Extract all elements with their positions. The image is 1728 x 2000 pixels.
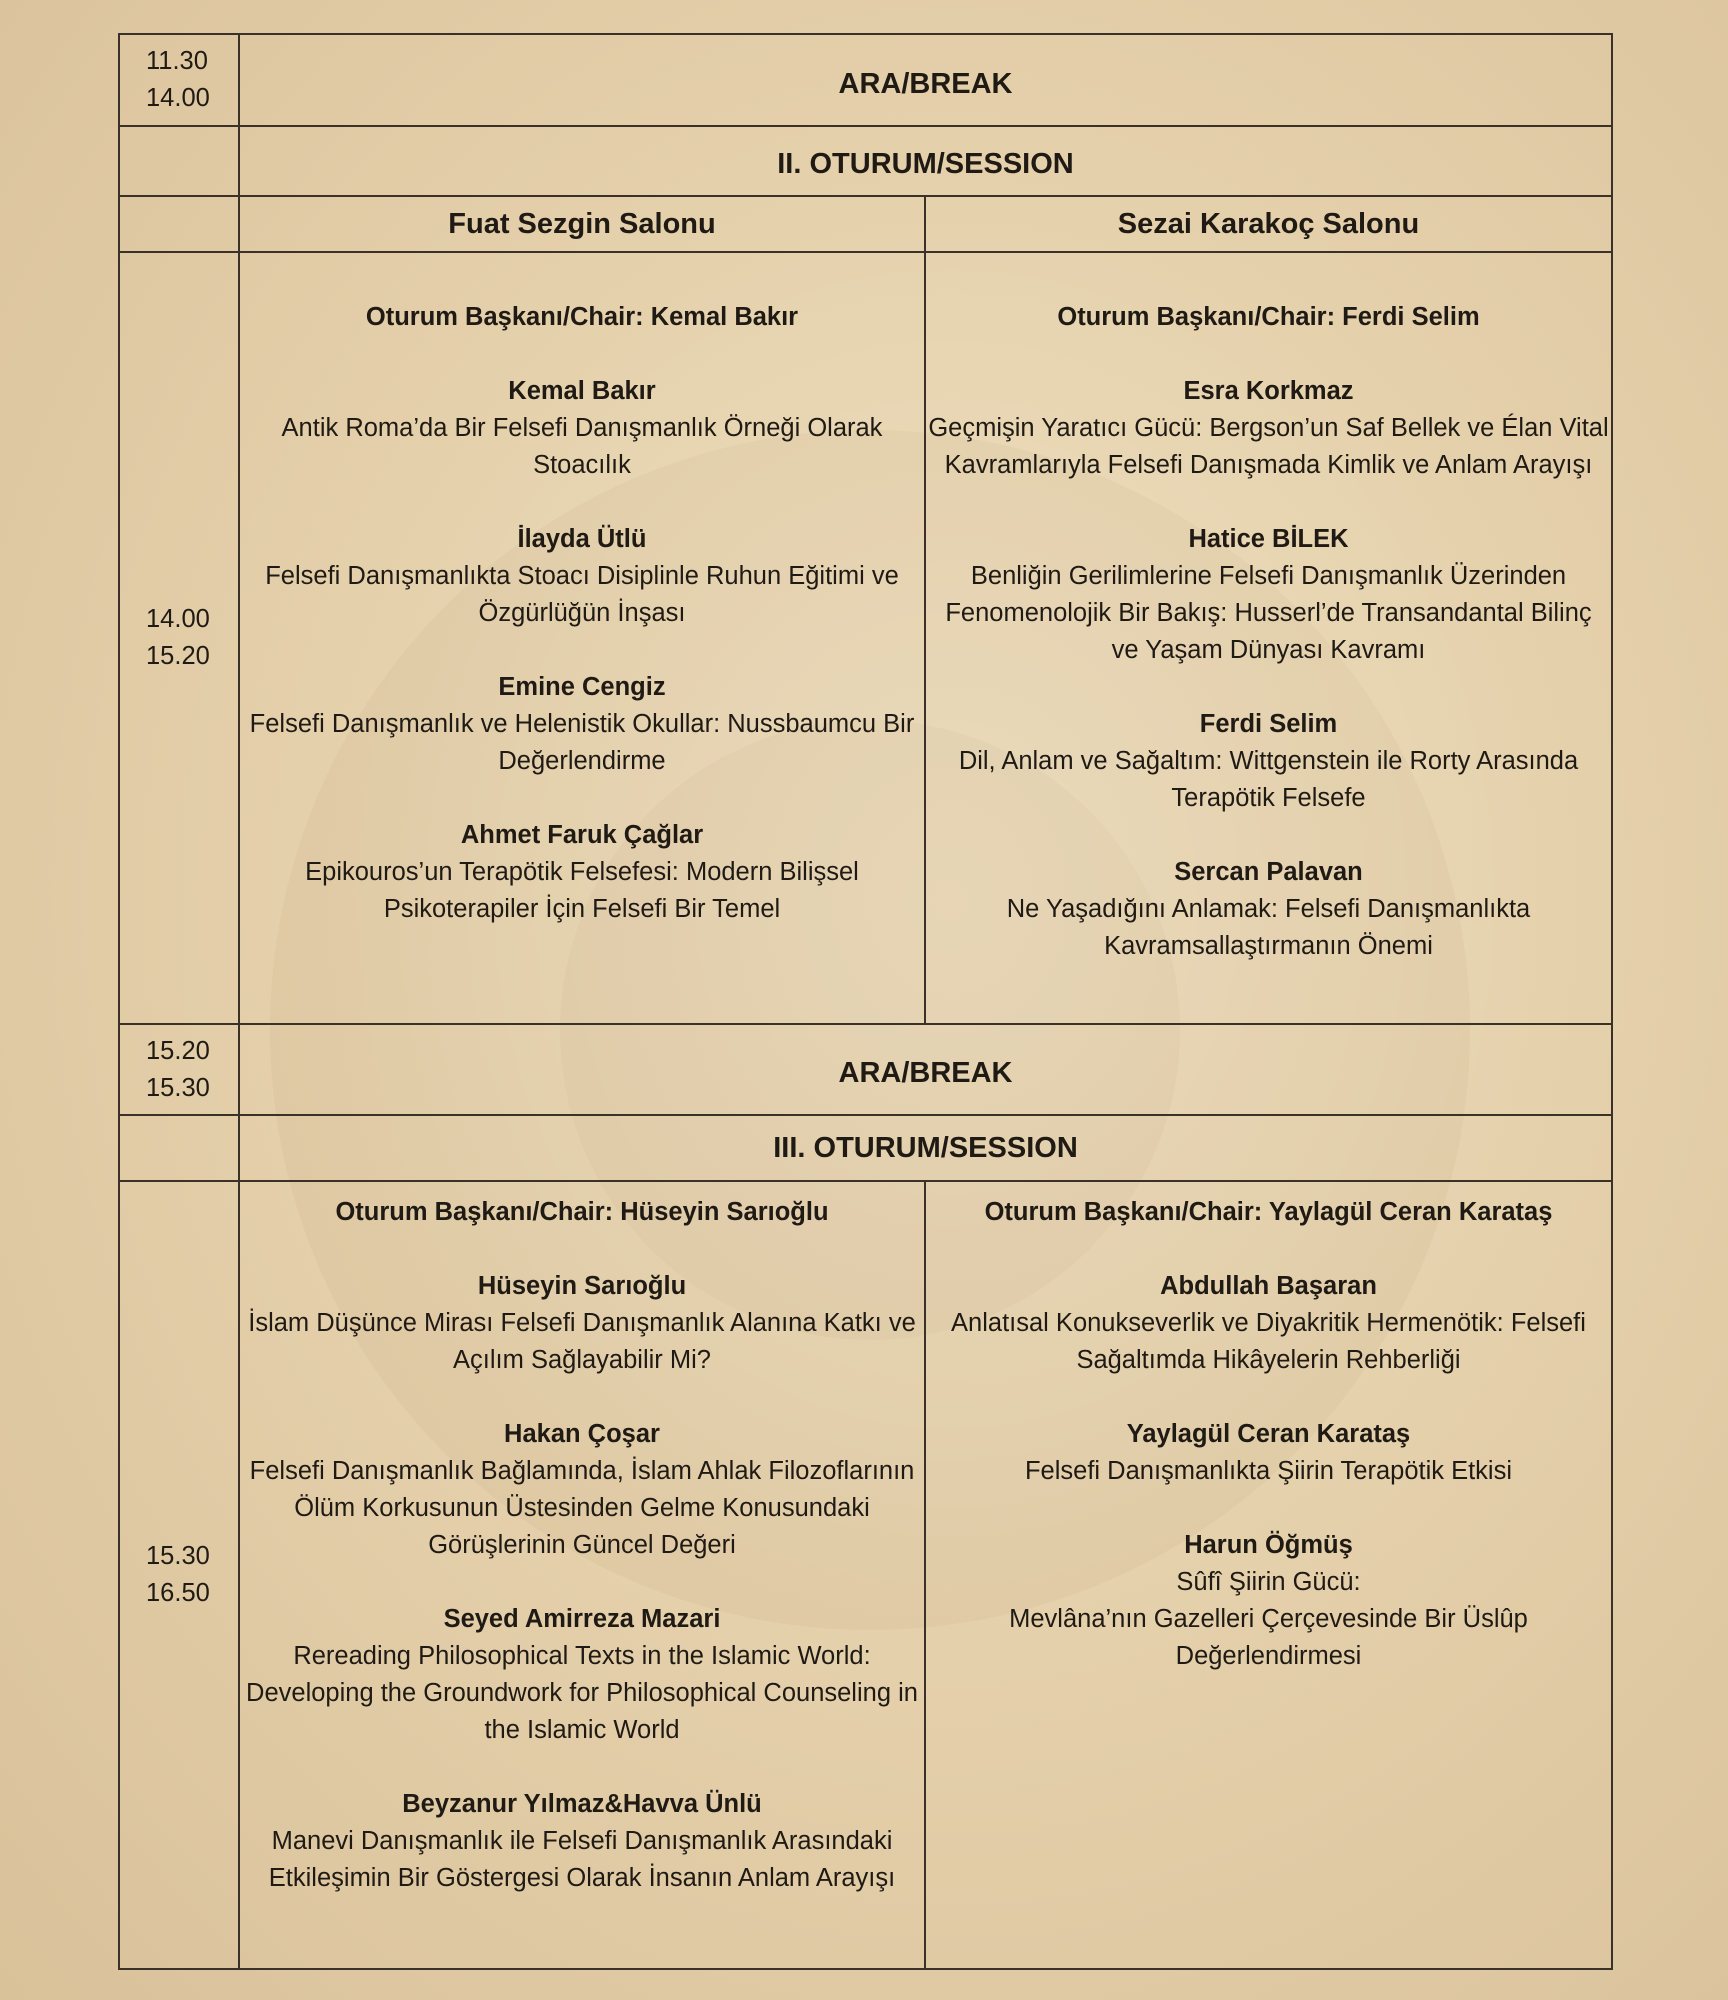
time-start: 11.30: [146, 47, 208, 75]
presentation-title-line: ve Yaşam Dünyası Kavramı: [1111, 636, 1426, 664]
presentation-title-line: Felsefi Danışmanlıkta Şiirin Terapötik Etkisi: [1024, 1457, 1513, 1485]
presentation-title-line: Ne Yaşadığını Anlamak: Felsefi Danışmanlıkta: [1006, 895, 1531, 923]
time-end: 16.50: [146, 1579, 210, 1607]
chair-label: Oturum Başkanı/Chair: Kemal Bakır: [365, 303, 799, 331]
presentation-title-line: Sağaltımda Hikâyelerin Rehberliği: [1076, 1346, 1461, 1374]
presentation-title-line: Stoacılık: [533, 451, 631, 479]
presentation-title-line: İslam Düşünce Mirası Felsefi Danışmanlık Alanına Katkı ve: [248, 1309, 916, 1337]
time-start: 14.00: [146, 605, 210, 633]
break-row-2: [119, 1024, 1612, 1115]
presentation-title-line: Developing the Groundwork for Philosophical Counseling in: [246, 1679, 918, 1707]
program-table: [118, 33, 1613, 1970]
presentation: [926, 854, 1611, 965]
presentation-title-line: Antik Roma’da Bir Felsefi Danışmanlık Örneği Olarak: [281, 414, 883, 442]
session-2-title-row: [119, 126, 1612, 196]
presentation-title-line: Anlatısal Konukseverlik ve Diyakritik Hermenötik: Felsefi: [951, 1309, 1586, 1337]
presentation: [240, 373, 924, 484]
time-cell: [119, 252, 239, 1024]
presentation-title-line: Mevlâna’nın Gazelleri Çerçevesinde Bir Üslûp: [1009, 1605, 1528, 1633]
presentation-title-line: Etkileşimin Bir Göstergesi Olarak İnsanın Anlam Arayışı: [268, 1864, 896, 1892]
presentation-title-line: Felsefi Danışmanlık ve Helenistik Okullar: Nussbaumcu Bir: [249, 710, 915, 738]
presentation-title-line: Benliğin Gerilimlerine Felsefi Danışmanlık Üzerinden: [970, 562, 1567, 590]
presenter-name: Emine Cengiz: [498, 673, 666, 701]
presentation-title-line: Fenomenolojik Bir Bakış: Husserl’de Transandantal Bilinç: [945, 599, 1592, 627]
presentation-title-line: Epikouros’un Terapötik Felsefesi: Modern Bilişsel: [305, 858, 859, 886]
chair-label: Oturum Başkanı/Chair: Ferdi Selim: [1057, 303, 1480, 331]
time-cell: [119, 34, 239, 126]
break-label: ARA/BREAK: [239, 34, 1612, 126]
presenter-name: Kemal Bakır: [508, 377, 656, 405]
presentation: [240, 521, 924, 632]
presenter-name: Esra Korkmaz: [1183, 377, 1354, 405]
time-start: 15.20: [146, 1036, 210, 1065]
presentation-title-line: Dil, Anlam ve Sağaltım: Wittgenstein ile Rorty Arasında: [958, 747, 1579, 775]
presentation-title-line: Özgürlüğün İnşası: [478, 599, 686, 627]
presentation: [926, 1268, 1611, 1379]
presenter-name: Ahmet Faruk Çağlar: [460, 821, 704, 849]
session-3-left-column: [239, 1181, 925, 1969]
presentation-title-line: Değerlendirmesi: [1175, 1642, 1362, 1670]
empty-time-cell: [119, 1115, 239, 1181]
session-2-right-column: [925, 252, 1612, 1024]
session-3-title-row: [119, 1115, 1612, 1181]
presentation: [240, 817, 924, 928]
presentation: [926, 1416, 1611, 1490]
presentation-title-line: Rereading Philosophical Texts in the Islamic World:: [293, 1642, 871, 1670]
presenter-name: Yaylagül Ceran Karataş: [1126, 1420, 1411, 1448]
break-row-1: [119, 34, 1612, 126]
presenter-name: Hakan Çoşar: [504, 1420, 660, 1448]
presentation-title-line: Sûfî Şiirin Gücü:: [1176, 1568, 1361, 1596]
session-title: III. OTURUM/SESSION: [239, 1115, 1612, 1181]
presentation: [926, 521, 1611, 669]
time-end: 14.00: [146, 84, 210, 112]
session-2-left-column: [239, 252, 925, 1024]
presentation-title-line: Kavramlarıyla Felsefi Danışmada Kimlik ve Anlam Arayışı: [944, 451, 1593, 479]
presentation-title-line: Felsefi Danışmanlıkta Stoacı Disiplinle Ruhun Eğitimi ve: [265, 562, 899, 590]
presenter-name: Abdullah Başaran: [1160, 1272, 1377, 1300]
halls-row: [119, 196, 1612, 252]
presenter-name: Hatice BİLEK: [1188, 525, 1349, 553]
presenter-name: Ferdi Selim: [1199, 710, 1338, 738]
presenter-name: Harun Öğmüş: [1184, 1531, 1353, 1559]
presentation-title-line: Ölüm Korkusunun Üstesinden Gelme Konusundaki: [294, 1494, 870, 1522]
presentation-title-line: Felsefi Danışmanlık Bağlamında, İslam Ahlak Filozoflarının: [249, 1457, 915, 1485]
time-cell: [119, 1181, 239, 1969]
presentation: [240, 1268, 924, 1379]
hall-name-right: Sezai Karakoç Salonu: [925, 196, 1612, 252]
time-start: 15.30: [146, 1542, 210, 1570]
presenter-name: İlayda Ütlü: [517, 525, 647, 553]
presentation-title-line: Kavramsallaştırmanın Önemi: [1104, 932, 1433, 960]
chair-label: Oturum Başkanı/Chair: Yaylagül Ceran Karataş: [984, 1198, 1553, 1226]
empty-time-cell: [119, 196, 239, 252]
time-end: 15.30: [146, 1073, 210, 1102]
presentation: [240, 1786, 924, 1897]
presentation: [926, 373, 1611, 484]
break-label: ARA/BREAK: [239, 1024, 1612, 1115]
chair-label: Oturum Başkanı/Chair: Hüseyin Sarıoğlu: [335, 1198, 829, 1226]
presentation-title-line: Geçmişin Yaratıcı Gücü: Bergson’un Saf Bellek ve Élan Vital: [928, 414, 1609, 442]
presenter-name: Seyed Amirreza Mazari: [443, 1605, 721, 1633]
hall-name-left: Fuat Sezgin Salonu: [239, 196, 925, 252]
presentation: [926, 1527, 1611, 1675]
session-3-content-row: [119, 1181, 1612, 1969]
presentation-title-line: Açılım Sağlayabilir Mi?: [453, 1346, 711, 1374]
presenter-name: Sercan Palavan: [1174, 858, 1363, 886]
empty-time-cell: [119, 126, 239, 196]
presentation-title-line: Görüşlerinin Güncel Değeri: [428, 1531, 736, 1559]
presentation: [240, 669, 924, 780]
presentation: [240, 1601, 924, 1749]
session-title: II. OTURUM/SESSION: [239, 126, 1612, 196]
presentation-title-line: Manevi Danışmanlık ile Felsefi Danışmanlık Arasındaki: [271, 1827, 893, 1855]
presentation-title-line: the Islamic World: [484, 1716, 680, 1744]
session-3-right-column: [925, 1181, 1612, 1969]
presentation-title-line: Psikoterapiler İçin Felsefi Bir Temel: [383, 895, 781, 923]
time-end: 15.20: [146, 642, 210, 670]
presentation-title-line: Değerlendirme: [498, 747, 666, 775]
presenter-name: Beyzanur Yılmaz&Havva Ünlü: [402, 1790, 762, 1818]
time-cell: [119, 1024, 239, 1115]
session-2-content-row: [119, 252, 1612, 1024]
presentation-title-line: Terapötik Felsefe: [1171, 784, 1366, 812]
presentation: [240, 1416, 924, 1564]
presenter-name: Hüseyin Sarıoğlu: [477, 1272, 687, 1300]
presentation: [926, 706, 1611, 817]
